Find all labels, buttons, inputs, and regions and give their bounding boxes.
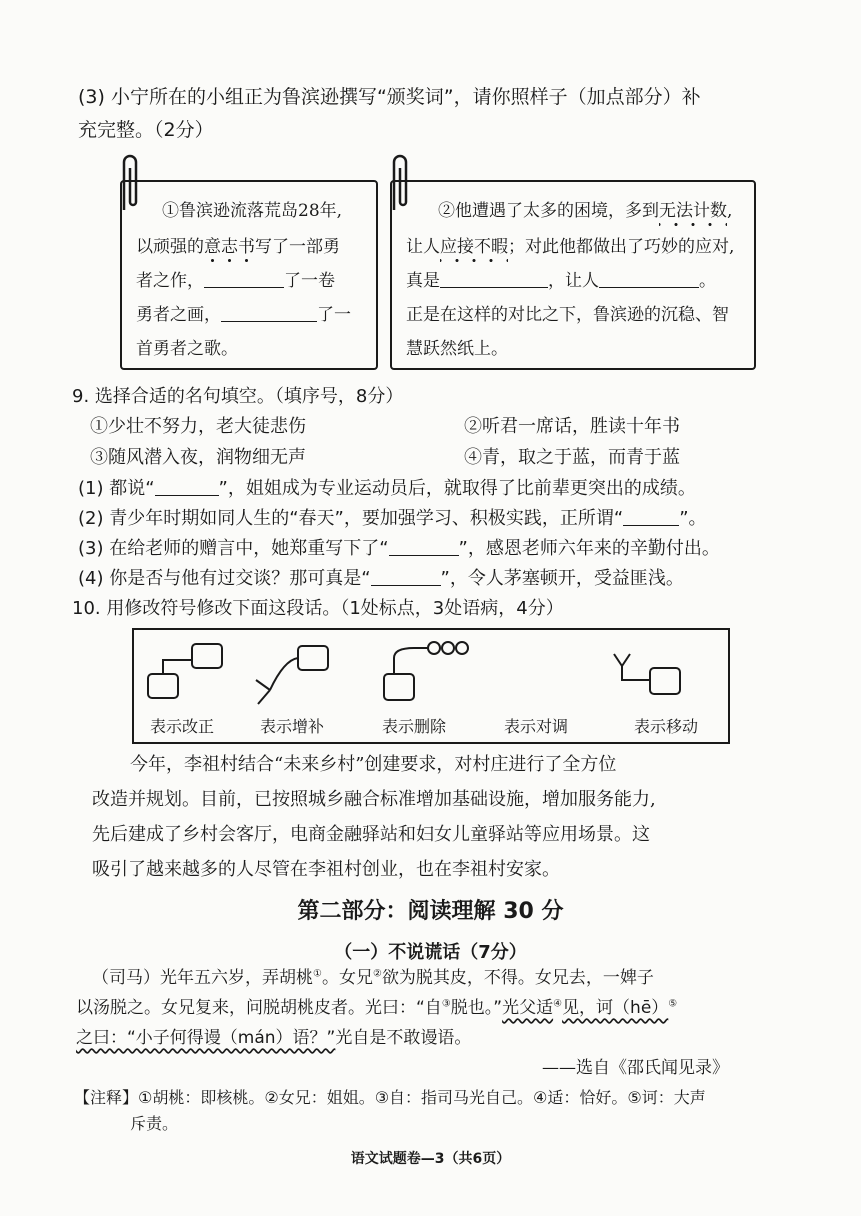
mark-label-swap: 表示对调 <box>504 717 569 736</box>
q9-sentence-2: (2) 青少年时期如同人生的“春天”，要加强学习、积极实践，正所谓“ ”。 <box>78 508 707 529</box>
passage-title: （一）不说谎话（7分） <box>334 942 527 963</box>
q9-title: 9. 选择合适的名句填空。（填序号，8分） <box>72 386 404 407</box>
card2-line2: 让人应接不暇；对此他都做出了巧妙的应对, <box>406 232 734 257</box>
award-card-2 <box>390 180 756 370</box>
card2-line3: 真是 ，让人 。 <box>406 271 716 291</box>
q8-3-line2: 充完整。（2分） <box>78 119 214 141</box>
paperclip-icon <box>116 150 144 220</box>
q9-blank-3[interactable] <box>389 554 459 556</box>
q9-blank-1[interactable] <box>155 494 219 496</box>
mark-label-correct: 表示改正 <box>150 717 215 736</box>
mark-label-delete: 表示删除 <box>382 717 447 736</box>
award-card-1 <box>120 180 378 370</box>
card1-line5: 首勇者之歌。 <box>136 339 238 359</box>
notes-line1: 【注释】①胡桃：即核桃。②女兄：姐姐。③自：指司马光自己。④适：恰好。⑤诃：大声 <box>74 1088 706 1107</box>
passage-source: ——选自《邵氏闻见录》 <box>542 1058 729 1078</box>
q9-option-2: ②听君一席话，胜读十年书 <box>464 416 680 437</box>
card1-line2: 以顽强的意志书写了一部勇 <box>136 232 340 257</box>
mark-delete-icon <box>384 642 468 700</box>
q9-sentence-1: (1) 都说“ ”，姐姐成为专业运动员后，就取得了比前辈更突出的成绩。 <box>78 478 696 499</box>
card2-line4: 正是在这样的对比之下，鲁滨逊的沉稳、智 <box>406 305 729 325</box>
q10-para-line4: 吸引了越来越多的人尽管在李祖村创业，也在李祖村安家。 <box>92 859 560 880</box>
edit-marks-legend <box>132 628 730 744</box>
passage-line3: 之曰：“小子何得谩（mán）语？”光自是不敢谩语。 <box>76 1028 472 1048</box>
q10-para-line3: 先后建成了乡村会客厅，电商金融驿站和妇女儿童驿站等应用场景。这 <box>92 824 650 845</box>
paperclip-icon <box>386 150 414 220</box>
q9-sentence-4: (4) 你是否与他有过交谈？那可真是“ ”，令人茅塞顿开，受益匪浅。 <box>78 568 684 589</box>
mark-insert-icon <box>256 646 328 704</box>
page-footer: 语文试题卷—3（共6页） <box>350 1151 511 1167</box>
card1-line4: 勇者之画， 了一 <box>136 305 351 325</box>
q9-option-3: ③随风潜入夜，润物细无声 <box>90 447 306 468</box>
q10-title: 10. 用修改符号修改下面这段话。（1处标点，3处语病，4分） <box>72 598 564 619</box>
q9-option-1: ①少壮不努力，老大徒悲伤 <box>90 416 306 437</box>
card2-blank-2[interactable] <box>599 286 699 288</box>
card1-blank-2[interactable] <box>221 320 317 322</box>
q8-3-line1: (3) 小宁所在的小组正为鲁滨逊撰写“颁奖词”，请你照样子（加点部分）补 <box>78 86 701 108</box>
q9-sentence-3: (3) 在给老师的赠言中，她郑重写下了“ ”，感恩老师六年来的辛勤付出。 <box>78 538 720 559</box>
mark-correct-icon <box>148 644 222 698</box>
mark-label-insert: 表示增补 <box>260 717 325 736</box>
q10-para-line1: 今年，李祖村结合“未来乡村”创建要求，对村庄进行了全方位 <box>130 754 617 775</box>
mark-move-icon <box>614 654 680 694</box>
part2-title: 第二部分：阅读理解 30 分 <box>297 899 564 924</box>
q10-para-line2: 改造并规划。目前，已按照城乡融合标准增加基础设施，增加服务能力, <box>92 789 656 810</box>
card2-line5: 慧跃然纸上。 <box>406 339 508 359</box>
passage-line1: （司马）光年五六岁，弄胡桃①。女兄②欲为脱其皮，不得。女兄去，一婢子 <box>92 968 654 988</box>
notes-line2: 斥责。 <box>130 1114 179 1133</box>
card1-line1: ①鲁滨逊流落荒岛28年, <box>162 201 343 221</box>
card1-blank-1[interactable] <box>204 286 284 288</box>
passage-line2: 以汤脱之。女兄复来，问脱胡桃皮者。光曰：“自③脱也。”光父适④见，诃（hē）⑤ <box>76 998 678 1018</box>
q9-blank-2[interactable] <box>623 524 679 526</box>
q9-blank-4[interactable] <box>371 584 441 586</box>
card1-line3: 者之作， 了一卷 <box>136 271 335 291</box>
mark-label-move: 表示移动 <box>634 717 699 736</box>
card2-blank-1[interactable] <box>440 286 548 288</box>
edit-marks-symbols <box>134 630 728 710</box>
card2-line1: ②他遭遇了太多的困境，多到无法计数, <box>438 196 732 221</box>
q9-option-4: ④青，取之于蓝，而青于蓝 <box>464 447 680 468</box>
